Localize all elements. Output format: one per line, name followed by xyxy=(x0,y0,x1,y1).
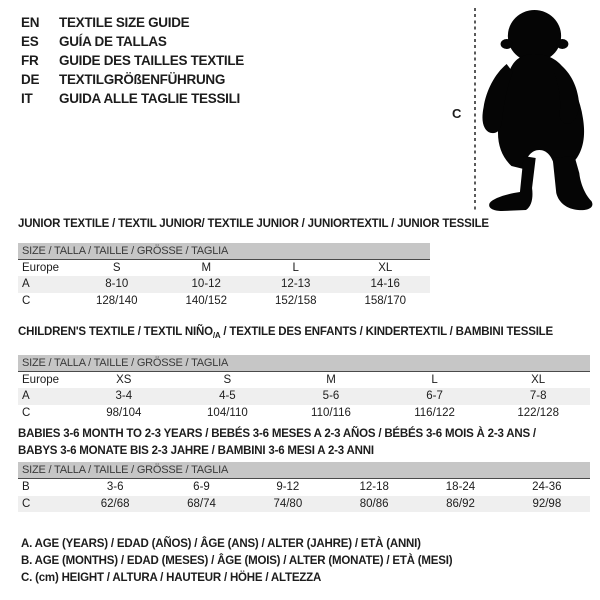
table-cell: 6-9 xyxy=(193,481,210,493)
table-cell: 98/104 xyxy=(106,406,142,419)
footnote-a: A. AGE (YEARS) / EDAD (AÑOS) / ÂGE (ANS) / ALTER (JAHRE) / ETÀ (ANNI) xyxy=(21,538,421,550)
table-title-line: BABIES 3-6 MONTH TO 2-3 YEARS / BEBÉS 3-6 MESES A 2-3 AÑOS / BÉBÉS 3-6 MOIS À 2-3 ANS / xyxy=(18,428,536,440)
table-cell: 110/116 xyxy=(311,406,351,419)
size-header-bar: SIZE / TALLA / TAILLE / GRÖSSE / TAGLIA xyxy=(18,462,590,479)
language-code: DE xyxy=(21,72,40,87)
language-title: TEXTILE SIZE GUIDE xyxy=(59,15,190,30)
table-cell: 92/98 xyxy=(532,497,562,510)
table-row xyxy=(18,405,590,422)
toddler-silhouette-icon xyxy=(480,6,595,212)
table-row xyxy=(18,496,590,513)
table-cell: 152/158 xyxy=(274,294,317,307)
table-cell: M xyxy=(326,373,336,386)
height-dashed-line xyxy=(474,8,476,210)
table-cell: 12-13 xyxy=(281,278,311,290)
table-title: JUNIOR TEXTILE / TEXTIL JUNIOR/ TEXTILE JUNIOR / JUNIORTEXTIL / JUNIOR TESSILE xyxy=(18,218,489,230)
language-code: IT xyxy=(21,91,33,106)
table-row xyxy=(18,388,590,405)
table-cell: S xyxy=(223,373,232,386)
size-header-bar: SIZE / TALLA / TAILLE / GRÖSSE / TAGLIA xyxy=(18,355,590,372)
childrens-textile-table xyxy=(18,324,590,421)
table-cell: 3-6 xyxy=(106,481,124,493)
language-row xyxy=(21,13,244,32)
language-row xyxy=(21,70,244,89)
row-label: C xyxy=(22,497,31,510)
table-cell: 4-5 xyxy=(219,390,236,402)
table-cell: 9-12 xyxy=(276,481,300,493)
table-row xyxy=(18,260,430,277)
language-code: ES xyxy=(21,34,39,49)
language-title: GUIDA ALLE TAGLIE TESSILI xyxy=(59,91,240,106)
measurement-footnotes xyxy=(21,536,452,587)
row-label: B xyxy=(22,481,30,493)
table-cell: 62/68 xyxy=(100,497,130,510)
table-cell: 5-6 xyxy=(322,390,340,402)
table-row xyxy=(18,479,590,496)
table-cell: 140/152 xyxy=(185,294,228,307)
language-title: GUIDE DES TAILLES TEXTILE xyxy=(59,53,245,68)
table-cell: 116/122 xyxy=(414,406,455,419)
row-label: A xyxy=(22,278,30,290)
row-label: C xyxy=(22,406,31,419)
footnote-b: B. AGE (MONTHS) / EDAD (MESES) / ÂGE (MOIS) / ALTER (MONATE) / ETÀ (MESI) xyxy=(21,555,453,567)
row-label: C xyxy=(22,294,31,307)
table-cell: 24-36 xyxy=(532,481,562,493)
table-cell: 80/86 xyxy=(359,497,389,510)
footnote-c: C. (cm) HEIGHT / ALTURA / HAUTEUR / HÖHE / ALTEZZA xyxy=(21,572,322,584)
title-part: / TEXTILE DES ENFANTS / KINDERTEXTIL / BAMBINI TESSILE xyxy=(220,326,553,338)
row-label: Europe xyxy=(22,373,60,386)
table-cell: 3-4 xyxy=(115,390,133,402)
table-cell: 12-18 xyxy=(359,481,389,493)
table-cell: 158/170 xyxy=(364,294,407,307)
table-cell: 122/128 xyxy=(517,406,559,419)
table-cell: 128/140 xyxy=(95,294,138,307)
table-cell: L xyxy=(431,373,438,386)
height-measure-label: C xyxy=(452,106,462,121)
language-code: FR xyxy=(21,53,39,68)
table-row xyxy=(18,372,590,389)
table-cell: 8-10 xyxy=(105,278,129,290)
table-cell: 74/80 xyxy=(273,497,303,510)
table-cell: 86/92 xyxy=(446,497,475,510)
table-cell: 68/74 xyxy=(187,497,216,510)
title-part: CHILDREN'S TEXTILE / TEXTIL NIÑO xyxy=(18,326,213,338)
table-cell: S xyxy=(112,261,121,274)
table-cell: L xyxy=(292,261,299,274)
language-title: TEXTILGRÖßENFÜHRUNG xyxy=(59,72,226,87)
row-label: A xyxy=(22,390,30,402)
table-title-line: BABYS 3-6 MONATE BIS 2-3 JAHRE / BAMBINI 3-6 MESI A 2-3 ANNI xyxy=(18,444,374,457)
language-row xyxy=(21,89,244,108)
table-row xyxy=(18,293,430,310)
language-title-list xyxy=(21,13,244,108)
table-cell: 14-16 xyxy=(370,278,400,290)
table-row xyxy=(18,276,430,293)
language-row xyxy=(21,51,244,70)
size-header-bar: SIZE / TALLA / TAILLE / GRÖSSE / TAGLIA xyxy=(18,243,430,260)
table-cell: 18-24 xyxy=(445,481,476,493)
table-cell: 10-12 xyxy=(191,278,221,290)
language-title: GUÍA DE TALLAS xyxy=(59,34,167,49)
table-cell: XS xyxy=(116,373,132,386)
table-title xyxy=(18,324,590,345)
table-cell: M xyxy=(201,261,212,274)
table-cell: 6-7 xyxy=(426,390,443,402)
row-label: Europe xyxy=(22,261,60,274)
babies-textile-table xyxy=(18,426,590,512)
language-code: EN xyxy=(21,15,40,30)
junior-textile-table xyxy=(18,216,489,309)
table-cell: 104/110 xyxy=(207,406,248,419)
title-subscript: /A xyxy=(212,331,221,340)
table-cell: XL xyxy=(531,373,546,386)
table-cell: XL xyxy=(378,261,393,274)
language-row xyxy=(21,32,244,51)
table-cell: 7-8 xyxy=(529,390,547,402)
